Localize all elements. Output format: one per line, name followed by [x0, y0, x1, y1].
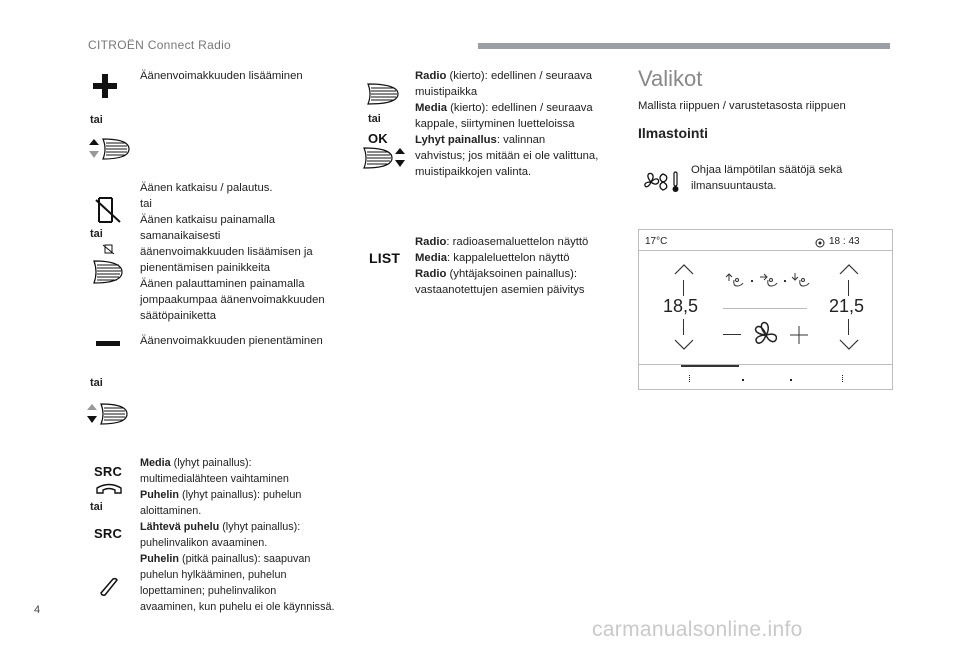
header-title: CITROËN Connect Radio — [88, 38, 232, 52]
right-temp-down-icon[interactable] — [838, 339, 860, 351]
tai-label-1: tai — [90, 114, 103, 126]
phone-handset-icon — [94, 481, 124, 495]
radio-rotation-description: Radio (kierto): edellinen / seuraava muistipaikka Media (kierto): edellinen / seuraava kappale, siirtyminen luetteloissa Lyhyt painallus: valinnan vahvistus; jos mitään ei ole valittuna, muistipaikkojen valinta. — [415, 70, 599, 178]
ok-label: OK — [368, 131, 388, 146]
mute-steering-control-icon — [92, 243, 128, 285]
watermark: carmanualsonline.info — [592, 618, 803, 641]
left-temp-scale-top — [683, 280, 684, 296]
climate-screen — [638, 229, 893, 390]
tai-label-2: tai — [90, 228, 103, 240]
left-temp-down-icon[interactable] — [673, 339, 695, 351]
volume-down-text: Äänenvoimakkuuden pienentäminen — [140, 335, 323, 347]
src-description: Media (lyhyt painallus): multimedialähteen vaihtaminen Puhelin (lyhyt painallus): puhelun aloittaminen. Lähtevä puhelu (lyhyt painallus): puhelinvalikon avaaminen. Puhelin (pitkä painallus): saapuvan puhelun hylkääminen, puhelun lopettaminen; puhelinvalikon avaaminen, kun puhelu ei ole käynnissä. — [140, 457, 335, 613]
steering-control-updown-icon — [89, 137, 131, 163]
bottom-divider — [639, 364, 892, 365]
air-direction-down-icon[interactable] — [791, 272, 815, 292]
page-number: 4 — [34, 604, 41, 616]
tai-label-5: tai — [368, 113, 381, 125]
air-direction-up-icon[interactable] — [725, 272, 749, 292]
climate-description: Ohjaa lämpötilan säätöjä sekä ilmansuuntausta. — [691, 164, 843, 192]
outside-temperature: 17°C — [645, 236, 668, 247]
section-heading: Ilmastointi — [638, 125, 709, 141]
active-tab-indicator — [681, 365, 739, 367]
air-direction-middle-icon[interactable] — [759, 272, 783, 292]
right-temperature[interactable]: 21,5 — [829, 296, 865, 316]
mute-icon — [96, 196, 120, 224]
menu-dots-left[interactable] — [689, 375, 691, 382]
list-description: Radio: radioasemaluettelon näyttö Media: kappaleluettelon näyttö Radio (yhtäjaksoinen painallus): vastaanotettujen asemien päivitys — [415, 236, 589, 296]
menu-heading: Valikot — [638, 66, 703, 91]
phone-icon — [97, 575, 119, 597]
dot — [784, 280, 786, 282]
tai-label-4: tai — [90, 501, 103, 513]
fan-increase-icon[interactable] — [790, 326, 808, 344]
header-bar — [478, 43, 890, 49]
right-temp-scale-top — [848, 280, 849, 296]
minus-icon — [96, 341, 120, 347]
left-temperature[interactable]: 18,5 — [663, 296, 699, 316]
model-note: Mallista riippuen / varustetasosta riippuen — [638, 100, 846, 112]
volume-up-text: Äänenvoimakkuuden lisääminen — [140, 70, 303, 82]
mute-description: Äänen katkaisu / palautus. tai Äänen katkaisu painamalla samanaikaisesti äänenvoimakkuuden lisäämisen ja pienentämisen painikkeita Äänen palauttaminen painamalla jompaakumpaa äänenvoimakkuuden säätöpainiketta — [140, 182, 325, 322]
left-temp-scale-bottom — [683, 319, 684, 335]
climate-icon — [643, 171, 683, 193]
src-label-2: SRC — [94, 526, 123, 541]
dot — [751, 280, 753, 282]
tab-dot-2[interactable] — [790, 379, 792, 381]
tai-label-3: tai — [90, 377, 103, 389]
menu-dots-right[interactable] — [842, 375, 844, 382]
steering-control-updown-icon-2 — [87, 402, 129, 428]
right-temp-scale-bottom — [848, 319, 849, 335]
plus-icon — [93, 74, 117, 98]
steering-control-ok-icon — [362, 146, 406, 172]
clock: 18 : 43 — [829, 236, 860, 247]
tab-dot-1[interactable] — [742, 379, 744, 381]
fan-decrease-button[interactable] — [723, 334, 741, 335]
right-temp-up-icon[interactable] — [838, 263, 860, 275]
top-divider — [639, 250, 892, 251]
location-icon — [815, 238, 825, 248]
src-label-1: SRC — [94, 464, 123, 479]
mid-divider — [723, 308, 807, 309]
list-label: LIST — [369, 250, 401, 266]
steering-wheel-control-icon — [366, 82, 400, 106]
left-temp-up-icon[interactable] — [673, 263, 695, 275]
fan-icon — [752, 320, 780, 350]
